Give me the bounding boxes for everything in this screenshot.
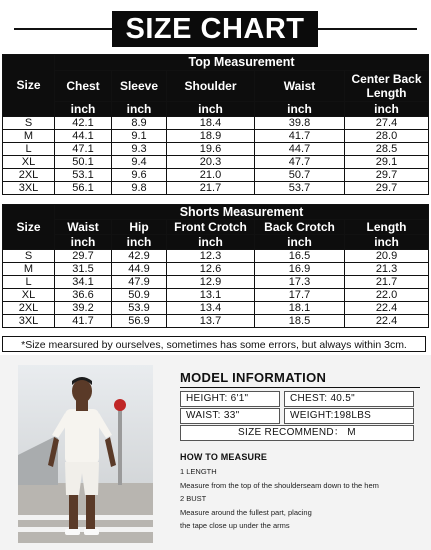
table-row — [3, 143, 429, 156]
size-cell: S — [3, 117, 55, 130]
length-cell: 20.9 — [345, 250, 429, 263]
shorts-unit: inch — [345, 235, 429, 250]
hip-cell: 44.9 — [112, 263, 167, 276]
waist-cell: 50.7 — [255, 169, 345, 182]
top-col-sleeve: Sleeve — [112, 71, 167, 102]
table-row — [3, 117, 429, 130]
model-weight: WEIGHT:198LBS — [284, 408, 414, 424]
shorts-col-front-crotch: Front Crotch — [167, 220, 255, 235]
waist-cell: 36.6 — [55, 289, 112, 302]
waist-cell: 47.7 — [255, 156, 345, 169]
length-cell: 22.0 — [345, 289, 429, 302]
shorts-section-label: Shorts Measurement — [55, 205, 429, 220]
table-row — [3, 263, 429, 276]
shoulder-cell: 21.0 — [167, 169, 255, 182]
back-crotch-cell: 18.1 — [255, 302, 345, 315]
title-rule-left — [14, 28, 112, 30]
size-cell: L — [3, 143, 55, 156]
table-row — [3, 276, 429, 289]
how-to-measure-title: HOW TO MEASURE — [180, 452, 268, 462]
waist-cell: 39.2 — [55, 302, 112, 315]
waist-cell: 44.7 — [255, 143, 345, 156]
length-cell: 27.4 — [345, 117, 429, 130]
shorts-unit: inch — [255, 235, 345, 250]
sleeve-cell: 9.4 — [112, 156, 167, 169]
chest-cell: 50.1 — [55, 156, 112, 169]
chest-cell: 56.1 — [55, 182, 112, 195]
step-2-text-line-2: the tape close up under the arms — [180, 521, 290, 530]
top-unit: inch — [255, 102, 345, 117]
top-col-shoulder: Shoulder — [167, 71, 255, 102]
top-unit: inch — [167, 102, 255, 117]
shorts-col-back-crotch: Back Crotch — [255, 220, 345, 235]
model-size-recommend: SIZE RECOMMEND： M — [180, 425, 414, 441]
waist-cell: 31.5 — [55, 263, 112, 276]
top-unit: inch — [55, 102, 112, 117]
hip-cell: 42.9 — [112, 250, 167, 263]
chest-cell: 42.1 — [55, 117, 112, 130]
shoulder-cell: 18.9 — [167, 130, 255, 143]
table-row — [3, 302, 429, 315]
shorts-unit: inch — [112, 235, 167, 250]
table-row — [3, 289, 429, 302]
top-unit: inch — [112, 102, 167, 117]
chest-cell: 47.1 — [55, 143, 112, 156]
model-info-divider — [180, 387, 420, 388]
model-chest: CHEST: 40.5" — [284, 391, 414, 407]
table-row — [3, 156, 429, 169]
size-cell: XL — [3, 289, 55, 302]
front-crotch-cell: 12.9 — [167, 276, 255, 289]
model-waist: WAIST: 33" — [180, 408, 280, 424]
waist-cell: 41.7 — [255, 130, 345, 143]
sleeve-cell: 8.9 — [112, 117, 167, 130]
size-cell: M — [3, 263, 55, 276]
length-cell: 29.1 — [345, 156, 429, 169]
length-cell: 28.0 — [345, 130, 429, 143]
step-2-text-line-1: Measure around the fullest part, placing — [180, 508, 312, 517]
top-col-center-back-length: Center Back Length — [345, 71, 429, 102]
table-row — [3, 130, 429, 143]
table-row — [3, 315, 429, 328]
step-1-title: 1 LENGTH — [180, 467, 217, 476]
size-disclaimer: *Size mearsured by ourselves, sometimes has some errors, but always within 3cm. — [2, 336, 426, 352]
model-height: HEIGHT: 6'1" — [180, 391, 280, 407]
model-info-title: MODEL INFORMATION — [180, 370, 327, 385]
hip-cell: 50.9 — [112, 289, 167, 302]
size-cell: M — [3, 130, 55, 143]
shorts-measurement-table — [2, 204, 429, 328]
step-2-title: 2 BUST — [180, 494, 207, 503]
shorts-col-length: Length — [345, 220, 429, 235]
top-col-waist: Waist — [255, 71, 345, 102]
shoulder-cell: 21.7 — [167, 182, 255, 195]
back-crotch-cell: 16.5 — [255, 250, 345, 263]
title-bar — [0, 0, 431, 56]
waist-cell: 41.7 — [55, 315, 112, 328]
shorts-col-hip: Hip — [112, 220, 167, 235]
size-cell: 2XL — [3, 302, 55, 315]
waist-cell: 53.7 — [255, 182, 345, 195]
front-crotch-cell: 12.6 — [167, 263, 255, 276]
size-cell: 2XL — [3, 169, 55, 182]
back-crotch-cell: 18.5 — [255, 315, 345, 328]
size-cell: S — [3, 250, 55, 263]
back-crotch-cell: 16.9 — [255, 263, 345, 276]
size-cell: L — [3, 276, 55, 289]
waist-cell: 29.7 — [55, 250, 112, 263]
size-cell: 3XL — [3, 315, 55, 328]
length-cell: 21.7 — [345, 276, 429, 289]
length-cell: 29.7 — [345, 169, 429, 182]
waist-cell: 39.8 — [255, 117, 345, 130]
table-row — [3, 250, 429, 263]
shoulder-cell: 18.4 — [167, 117, 255, 130]
length-cell: 21.3 — [345, 263, 429, 276]
top-measurement-table — [2, 54, 429, 195]
shorts-col-waist: Waist — [55, 220, 112, 235]
sleeve-cell: 9.1 — [112, 130, 167, 143]
back-crotch-cell: 17.7 — [255, 289, 345, 302]
table-row — [3, 182, 429, 195]
front-crotch-cell: 12.3 — [167, 250, 255, 263]
shoulder-cell: 20.3 — [167, 156, 255, 169]
page-title: SIZE CHART — [112, 11, 318, 47]
model-figure-illustration — [18, 365, 153, 543]
shorts-unit: inch — [167, 235, 255, 250]
size-cell: 3XL — [3, 182, 55, 195]
sleeve-cell: 9.6 — [112, 169, 167, 182]
front-crotch-cell: 13.4 — [167, 302, 255, 315]
length-cell: 22.4 — [345, 315, 429, 328]
chest-cell: 44.1 — [55, 130, 112, 143]
table-row — [3, 169, 429, 182]
length-cell: 22.4 — [345, 302, 429, 315]
model-photo — [18, 365, 153, 543]
top-unit: inch — [345, 102, 429, 117]
title-rule-right — [318, 28, 417, 30]
top-section-label: Top Measurement — [55, 55, 429, 71]
hip-cell: 53.9 — [112, 302, 167, 315]
front-crotch-cell: 13.1 — [167, 289, 255, 302]
top-col-chest: Chest — [55, 71, 112, 102]
shorts-unit: inch — [55, 235, 112, 250]
sleeve-cell: 9.3 — [112, 143, 167, 156]
step-1-text: Measure from the top of the shoulderseam down to the hem — [180, 481, 379, 490]
shorts-size-header: Size — [3, 205, 55, 250]
shoulder-cell: 19.6 — [167, 143, 255, 156]
length-cell: 28.5 — [345, 143, 429, 156]
size-cell: XL — [3, 156, 55, 169]
front-crotch-cell: 13.7 — [167, 315, 255, 328]
sleeve-cell: 9.8 — [112, 182, 167, 195]
top-size-header: Size — [3, 55, 55, 117]
back-crotch-cell: 17.3 — [255, 276, 345, 289]
hip-cell: 47.9 — [112, 276, 167, 289]
waist-cell: 34.1 — [55, 276, 112, 289]
chest-cell: 53.1 — [55, 169, 112, 182]
length-cell: 29.7 — [345, 182, 429, 195]
hip-cell: 56.9 — [112, 315, 167, 328]
